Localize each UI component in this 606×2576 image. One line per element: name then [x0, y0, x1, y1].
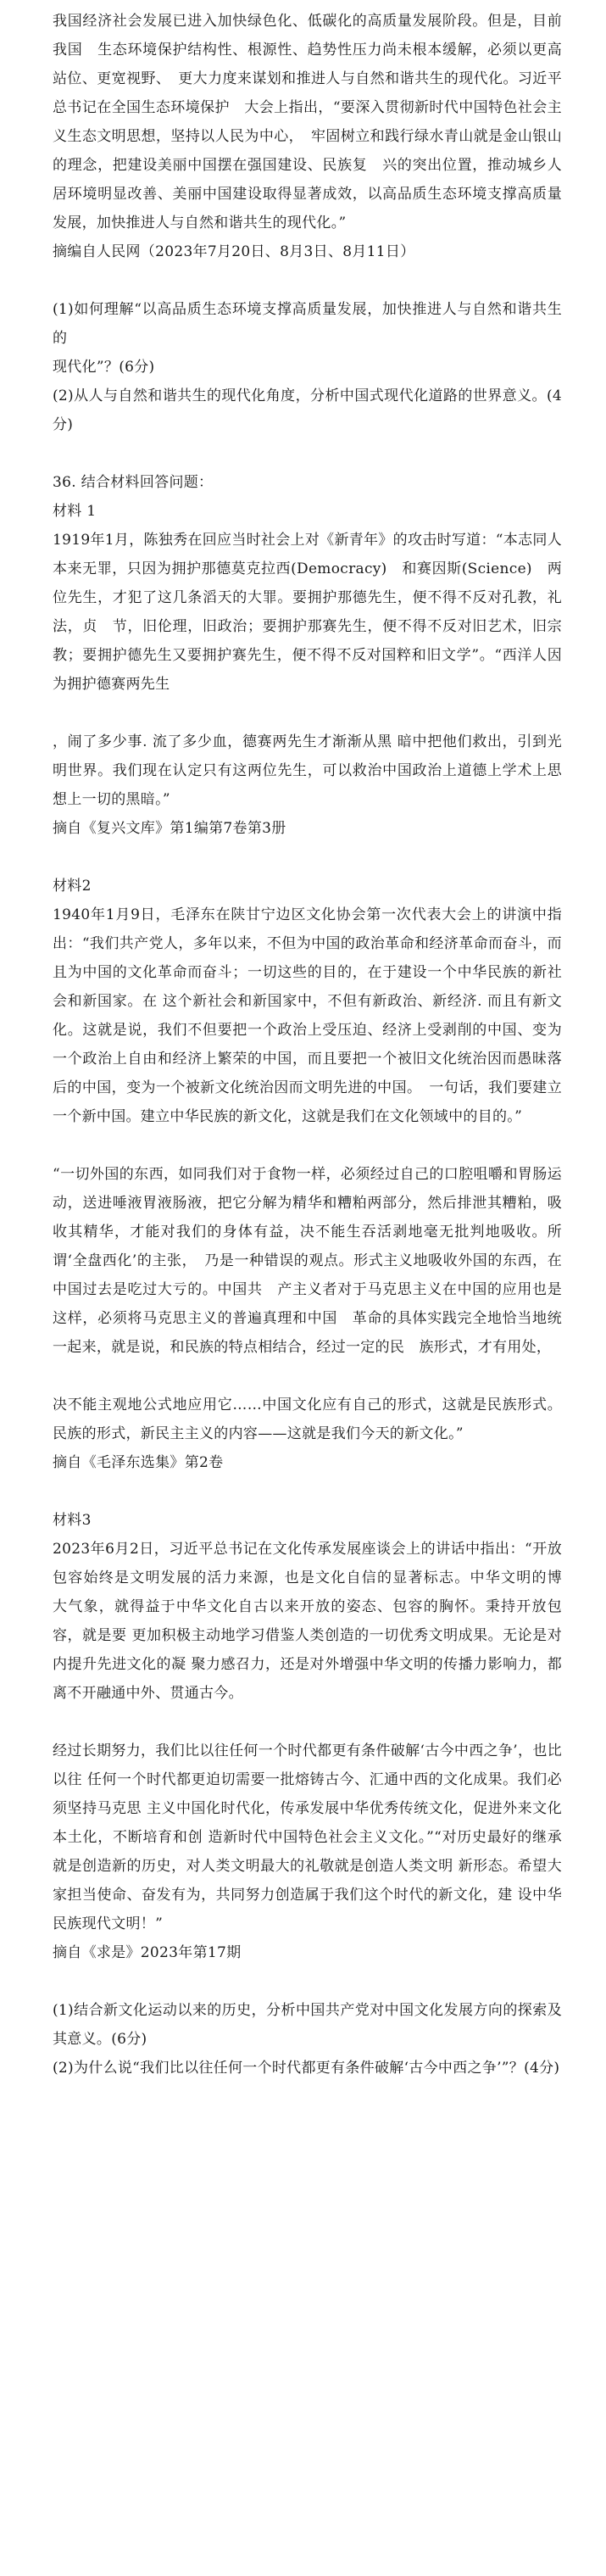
spacer	[53, 439, 562, 468]
spacer	[53, 699, 562, 728]
material-1-paragraph-continued: ，闹了多少事. 流了多少血，德赛两先生才渐渐从黑 暗中把他们救出，引到光明世界。我们现在认定只有这两位先生，可以救治中国政治上道德上学术上思想上一切的黑暗。”	[53, 733, 562, 808]
spacer	[53, 1477, 562, 1506]
material-1-source: 摘自《复兴文库》第1编第7卷第3册	[53, 820, 286, 837]
spacer	[53, 1362, 562, 1391]
material-1-paragraph: 1919年1月，陈独秀在回应当时社会上对《新青年》的攻击时写道：“本志同人本来无罪，只因为拥护那德莫克拉西(Democracy) 和赛因斯(Science) 两位先生，才犯了这几条滔天的大罪。要拥护那德先生，便不得不反对孔教，礼法，贞 节，旧伦理，旧政治；要拥护那赛先生，便不得不反对旧艺术，旧宗教；要拥护德先生又要拥护赛先生，便不得不反对国粹和旧文学”。“西洋人因为拥护德赛两先生	[53, 532, 562, 693]
material-1-label: 材料 1	[53, 503, 97, 520]
question-1: (1)如何理解“以高品质生态环境支撑高质量发展，加快推进人与自然和谐共生的	[53, 301, 562, 347]
spacer	[53, 266, 562, 295]
question-36-heading: 36. 结合材料回答问题：	[53, 474, 214, 491]
spacer	[53, 1967, 562, 1996]
question-2: (2)从人与自然和谐共生的现代化角度，分析中国式现代化道路的世界意义。(4分)	[53, 388, 562, 433]
material-2-paragraph: “一切外国的东西，如同我们对于食物一样，必须经过自己的口腔咀嚼和胃肠运动，送进唾液胃液肠液，把它分解为精华和糟粕两部分，然后排泄其糟粕，吸收其精华，才能对我们的身体有益，决不能生吞活剥地毫无批判地吸收。所谓‘全盘西化’的主张， 乃是一种错误的观点。形式主义地吸收外国的东西，在中国过去是吃过大亏的。中国共 产主义者对于马克思主义在中国的应用也是这样，必须将马克思主义的普遍真理和中国 革命的具体实践完全地恰当地统一起来，就是说，和民族的特点相结合，经过一定的民 族形式，才有用处，	[53, 1166, 562, 1356]
question-36-2: (2)为什么说“我们比以往任何一个时代都更有条件破解‘古今中西之争’”？(4分)	[53, 2060, 560, 2077]
spacer	[53, 843, 562, 872]
material-2-label: 材料2	[53, 878, 92, 895]
material-2-source: 摘自《毛泽东选集》第2卷	[53, 1454, 224, 1471]
material-3-label: 材料3	[53, 1512, 92, 1529]
material-2-paragraph: 1940年1月9日，毛泽东在陕甘宁边区文化协会第一次代表大会上的讲演中指出：“我们共产党人，多年以来，不但为中国的政治革命和经济革命而奋斗，而且为中国的文化革命而奋斗；一切这些的目的，在于建设一个中华民族的新社会和新国家。在 这个新社会和新国家中，不但有新政治、新经济. 而且有新文化。这就是说，我们不但要把一个政治上受压迫、经济上受剥削的中国、变为一个政治上自由和经济上繁荣的中国，而且要把一个被旧文化统治因而愚昧落后的中国，变为一个被新文化统治因而文明先进的中国。 一句话，我们要建立一个新中国。建立中华民族的新文化，这就是我们在文化领域中的目的。”	[53, 906, 562, 1125]
question-1-continued: 现代化”？(6分)	[53, 359, 155, 376]
material-3-paragraph: 2023年6月2日，习近平总书记在文化传承发展座谈会上的讲话中指出：“开放包容始终是文明发展的活力来源，也是文化自信的显著标志。中华文明的博 大气象，就得益于中华文化自古以来开放的姿态、包容的胸怀。秉持开放包容，就是要 更加积极主动地学习借鉴人类创造的一切优秀文明成果。无论是对内提升先进文化的凝 聚力感召力，还是对外增强中华文明的传播力影响力，都离不开融通中外、贯通古今。	[53, 1541, 577, 1702]
question-36-1: (1)结合新文化运动以来的历史，分析中国共产党对中国文化发展方向的探索及其意义。(6分)	[53, 2002, 562, 2048]
material-3-source: 摘自《求是》2023年第17期	[53, 1944, 242, 1961]
material-paragraph: 我国经济社会发展已进入加快绿色化、低碳化的高质量发展阶段。但是，目前我国 生态环境保护结构性、根源性、趋势性压力尚未根本缓解，必须以更高站位、更宽视野、 更大力度来谋划和推进人与自然和谐共生的现代化。习近平总书记在全国生态环境保护 大会上指出，“要深入贯彻新时代中国特色社会主义生态文明思想，坚持以人民为中心， 牢固树立和践行绿水青山就是金山银山的理念，把建设美丽中国摆在强国建设、民族复 兴的突出位置，推动城乡人居环境明显改善、美丽中国建设取得显著成效，以高品质生态环境支撑高质量发展，加快推进人与自然和谐共生的现代化。”	[53, 13, 562, 231]
material-3-paragraph: 经过长期努力，我们比以往任何一个时代都更有条件破解‘古今中西之争’，也比以往 任何一个时代都更迫切需要一批熔铸古今、汇通中西的文化成果。我们必须坚持马克思 主义中国化时代化，传承发展中华优秀传统文化，促进外来文化本土化，不断培育和创 造新时代中国特色社会主义文化。”“对历史最好的继承就是创造新的历史，对人类文明最大的礼敬就是创造人类文明 新形态。希望大家担当使命、奋发有为，共同努力创造属于我们这个时代的新文化，建 设中华民族现代文明！”	[53, 1742, 562, 1932]
material-2-paragraph-continued: 决不能主观地公式地应用它……中国文化应有自己的形式，这就是民族形式。民族的形式，新民主主义的内容——这就是我们今天的新文化。”	[53, 1397, 562, 1442]
material-source: 摘编自人民网（2023年7月20日、8月3日、8月11日）	[53, 243, 415, 260]
spacer	[53, 1708, 562, 1737]
spacer	[53, 1131, 562, 1160]
